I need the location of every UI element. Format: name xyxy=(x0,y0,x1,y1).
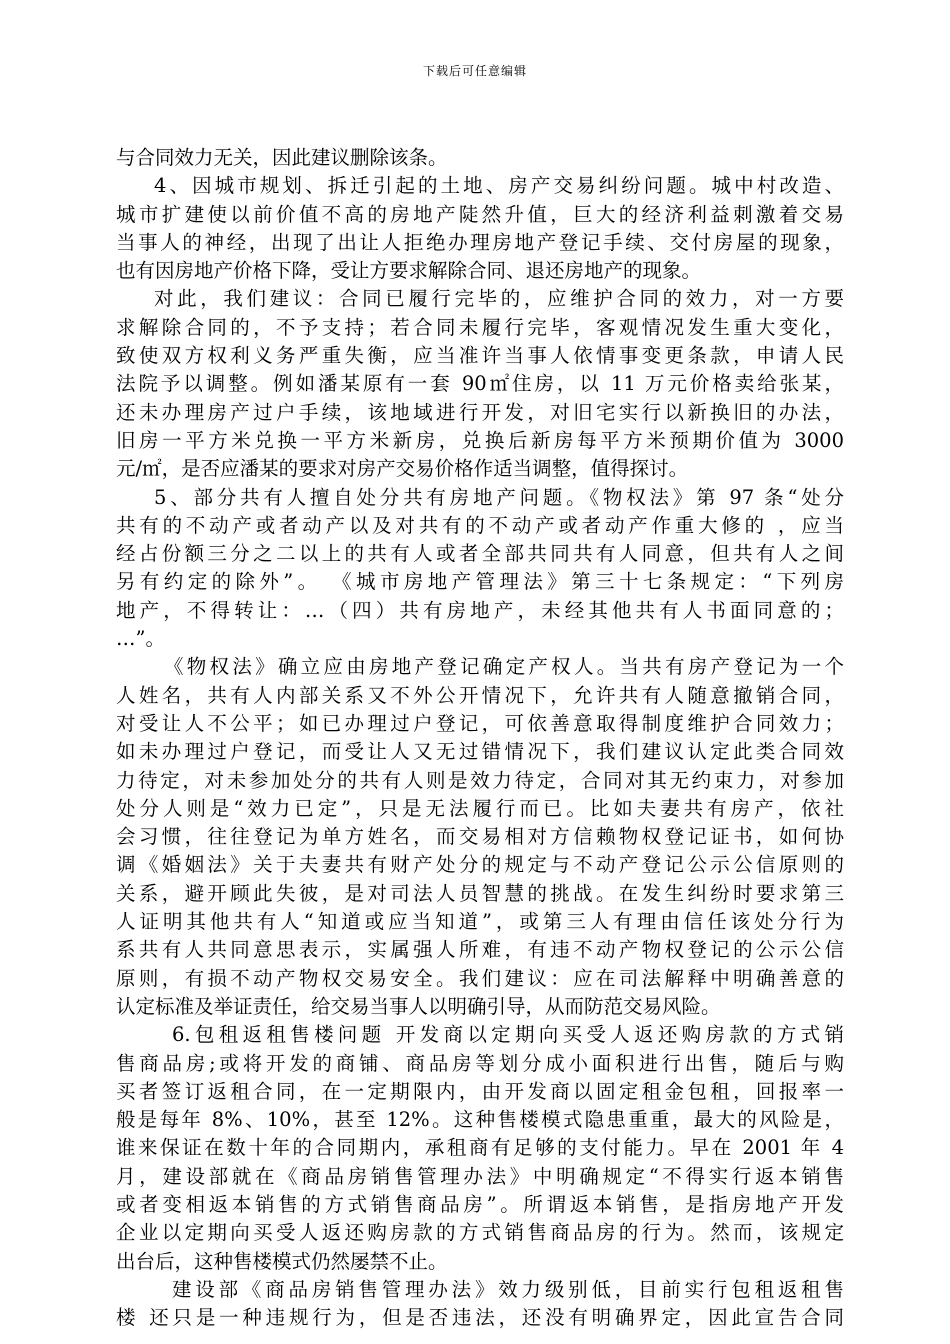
text-line: 6.包租返租售楼问题 开发商以定期向买受人返还购房款的方式销 xyxy=(172,1023,844,1047)
text-line: 力待定，对未参加处分的共有人则是效力待定，合同对其无约束力，对参加 xyxy=(116,768,844,792)
text-line: 月，建设部就在《商品房销售管理办法》中明确规定“不得实行返本销售 xyxy=(116,1164,844,1188)
text-line: 地产，不得转让：…（四）共有房地产，未经其他共有人书面同意的； xyxy=(116,598,844,622)
text-line: 《物权法》确立应由房地产登记确定产权人。当共有房产登记为一个 xyxy=(164,655,844,679)
text-line: 共有的不动产或者动产以及对共有的不动产或者动产作重大修的 ，应当 xyxy=(116,513,844,537)
text-line: 楼 还只是一种违规行为，但是否违法，还没有明确界定，因此宣告合同 xyxy=(116,1306,844,1330)
text-line: 对此，我们建议：合同已履行完毕的，应维护合同的效力，对一方要 xyxy=(154,287,844,311)
text-line: …”。 xyxy=(116,627,165,651)
paragraph xyxy=(116,484,844,654)
paragraph xyxy=(116,144,844,172)
text-line: 买者签订返租合同，在一定期限内，由开发商以固定租金包租，回报率一 xyxy=(116,1079,844,1103)
text-line: 人证明其他共有人“知道或应当知道”，或第三人有理由信任该处分行为 xyxy=(116,910,844,934)
text-line: 企业以定期向买受人返还购房款的方式销售商品房的行为。然而，该规定 xyxy=(116,1221,844,1245)
text-line: 售商品房;或将开发的商铺、商品房等划分成小面积进行出售，随后与购 xyxy=(116,1051,844,1075)
text-line: 般是每年 8%、10%，甚至 12%。这种售楼模式隐患重重，最大的风险是， xyxy=(116,1108,844,1132)
text-line: 如未办理过户登记，而受让人又无过错情况下，我们建议认定此类合同效 xyxy=(116,740,844,764)
text-line: 元/㎡，是否应潘某的要求对房产交易价格作适当调整，值得探讨。 xyxy=(116,457,689,481)
text-line: 法院予以调整。例如潘某原有一套 90㎡住房，以 11 万元价格卖给张某， xyxy=(116,372,844,396)
text-line: 出台后，这种售楼模式仍然屡禁不止。 xyxy=(116,1249,448,1273)
text-line: 系共有人共同意思表示，实属强人所难，有违不动产物权登记的公示公信 xyxy=(116,938,844,962)
text-line: 或者变相返本销售的方式销售商品房”。所谓返本销售，是指房地产开发 xyxy=(116,1192,844,1216)
page-header: 下载后可任意编辑 xyxy=(422,64,527,78)
text-line: 原则，有损不动产物权交易安全。我们建议：应在司法解释中明确善意的 xyxy=(116,966,844,990)
text-line: 会习惯，往往登记为单方姓名，而交易相对方信赖物权登记证书，如何协 xyxy=(116,825,844,849)
text-line: 也有因房地产价格下降，受让方要求解除合同、退还房地产的现象。 xyxy=(116,259,702,283)
text-line: 建设部《商品房销售管理办法》效力级别低，目前实行包租返租售 xyxy=(172,1277,844,1301)
text-line: 致使双方权利义务严重失衡，应当准许当事人依情事变更条款，申请人民 xyxy=(116,344,844,368)
text-line: 人姓名，共有人内部关系又不外公开情况下，允许共有人随意撤销合同， xyxy=(116,683,844,707)
text-line: 调《婚姻法》关于夫妻共有财产处分的规定与不动产登记公示公信原则的 xyxy=(116,853,844,877)
text-line: 认定标准及举证责任，给交易当事人以明确引导，从而防范交易风险。 xyxy=(116,994,721,1018)
text-line: 对受让人不公平；如已办理过户登记，可依善意取得制度维护合同效力； xyxy=(116,711,844,735)
paragraph xyxy=(116,172,844,285)
text-line: 经占份额三分之二以上的共有人或者全部共同共有人同意，但共有人之间 xyxy=(116,542,844,566)
text-line: 谁来保证在数十年的合同期内，承租商有足够的支付能力。早在 2001 年 4 xyxy=(116,1136,844,1160)
document-body xyxy=(116,144,844,1332)
text-line: 城市扩建使以前价值不高的房地产陡然升值，巨大的经济利益刺激着交易 xyxy=(116,202,844,226)
text-line: 4、因城市规划、拆迁引起的土地、房产交易纠纷问题。城中村改造、 xyxy=(154,174,844,198)
paragraph xyxy=(116,285,844,483)
paragraph xyxy=(116,1021,844,1276)
text-line: 旧房一平方米兑换一平方米新房，兑换后新房每平方米预期价值为 3000 xyxy=(116,428,844,452)
text-line: 关系，避开顾此失彼，是对司法人员智慧的挑战。在发生纠纷时要求第三 xyxy=(116,881,844,905)
text-line: 还未办理房产过户手续，该地域进行开发，对旧宅实行以新换旧的办法， xyxy=(116,400,844,424)
paragraph xyxy=(116,1276,844,1333)
text-line: 处分人则是“效力已定”，只是无法履行而已。比如夫妻共有房产，依社 xyxy=(116,796,844,820)
text-line: 另有约定的除外”。 《城市房地产管理法》第三十七条规定：“下列房 xyxy=(116,570,844,594)
text-line: 5、部分共有人擅自处分共有房地产问题。《物权法》第 97 条“处分 xyxy=(154,485,844,509)
text-line: 当事人的神经，出现了出让人拒绝办理房地产登记手续、交付房屋的现象， xyxy=(116,230,844,254)
paragraph xyxy=(116,653,844,1021)
text-line: 与合同效力无关，因此建议删除该条。 xyxy=(116,146,448,169)
text-line: 求解除合同的，不予支持；若合同未履行完毕，客观情况发生重大变化， xyxy=(116,315,844,339)
